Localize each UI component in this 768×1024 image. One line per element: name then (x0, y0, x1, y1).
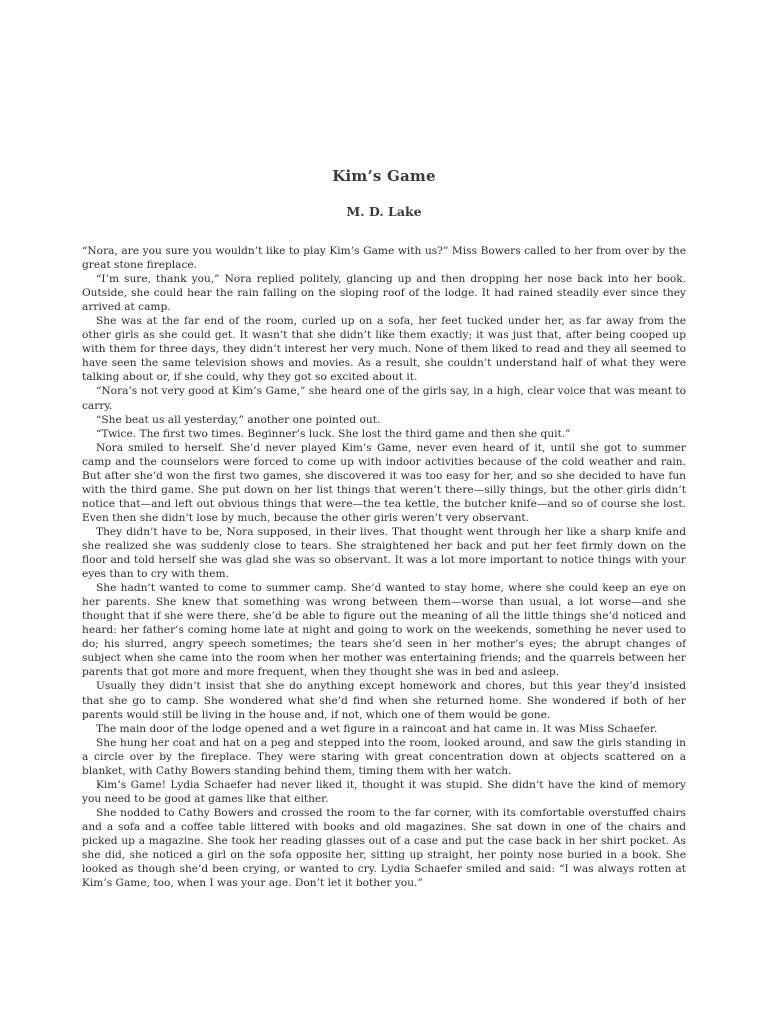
paragraph: Kim’s Game! Lydia Schaefer had never liked it, thought it was stupid. She didn’t have the kind of memory you need to be good at games like that either. (82, 778, 686, 805)
paragraph: She was at the far end of the room, curled up on a sofa, her feet tucked under her, as far away from the other girls as she could get. It wasn’t that she didn’t like them exactly; it was just that, after being cooped up with them for three days, they didn’t interest her very much. None of them liked to read and they all seemed to have seen the same television shows and movies. As a result, she couldn’t understand half of what they were talking about or, if she could, why they got so excited about it. (82, 315, 686, 384)
paragraph: “Nora, are you sure you wouldn’t like to play Kim’s Game with us?” Miss Bowers called to her from over by the great stone fireplace. (82, 245, 686, 272)
paragraph: “Twice. The first two times. Beginner’s luck. She lost the third game and then she quit.” (96, 427, 571, 440)
paragraph: “Nora’s not very good at Kim’s Game,” she heard one of the girls say, in a high, clear voice that was meant to carry. (82, 385, 686, 412)
paragraph: Nora smiled to herself. She’d never played Kim’s Game, never even heard of it, until she got to summer camp and the counselors were forced to come up with indoor activities because of the cold weather and rain. But after she’d won the first two games, she discovered it was too easy for her, and so she decided to have fun with the third game. She put down on her list things that weren’t there—silly things, but the other girls didn’t notice that—and left out obvious things that were—the tea kettle, the butcher knife—and so of course she lost. Even then she didn’t lose by much, because the other girls weren’t very observant. (82, 441, 686, 524)
paragraph: “I’m sure, thank you,” Nora replied politely, glancing up and then dropping her nose back into her book. Outside, she could hear the rain falling on the sloping roof of the lodge. It had rained steadily ever since they arrived at camp. (82, 273, 686, 314)
paragraph: They didn’t have to be, Nora supposed, in their lives. That thought went through her like a sharp knife and she realized she was suddenly close to tears. She straightened her back and put her feet firmly down on the floor and told herself she was glad she was so observant. It was a lot more important to notice things with your eyes than to cry with them. (82, 525, 686, 581)
paragraph: She hadn’t wanted to come to summer camp. She’d wanted to stay home, where she could keep an eye on her parents. She knew that something was wrong between them—worse than usual, a lot worse—and she thought that if she were there, she’d be able to figure out the meaning of all the little things she’d noticed and heard: her father’s coming home late at night and going to work on the weekends, something he never used to do; his slurred, angry speech sometimes; the tears she’d seen in her mother’s eyes; the abrupt changes of subject when she came into the room when her mother was entertaining friends; and the quarrels between her parents that got more and more frequent, when they thought she was in bed and asleep. (82, 582, 686, 679)
story-body (82, 244, 686, 890)
story-author: M. D. Lake (346, 204, 422, 219)
paragraph: The main door of the lodge opened and a wet figure in a raincoat and hat came in. It was Miss Schaefer. (96, 722, 658, 735)
paragraph: “She beat us all yesterday,” another one pointed out. (96, 413, 381, 426)
paragraph: Usually they didn’t insist that she do anything except homework and chores, but this year they’d insisted that she go to camp. She wondered what she’d find when she returned home. She wondered if both of her parents would still be living in the house and, if not, which one of them would be gone. (82, 680, 686, 721)
paragraph: She nodded to Cathy Bowers and crossed the room to the far corner, with its comfortable overstuffed chairs and a sofa and a coffee table littered with books and old magazines. She sat down in one of the chairs and picked up a magazine. She took her reading glasses out of a case and put the case back in her shirt pocket. As she did, she noticed a girl on the sofa opposite her, sitting up straight, her pointy nose buried in a book. She looked as though she’d been crying, or wanted to cry. Lydia Schaefer smiled and said: “I was always rotten at Kim’s Game, too, when I was your age. Don’t let it bother you.” (82, 806, 686, 890)
story-title: Kim’s Game (332, 167, 436, 185)
paragraph: She hung her coat and hat on a peg and stepped into the room, looked around, and saw the girls standing in a circle over by the fireplace. They were staring with great concentration down at objects scattered on a blanket, with Cathy Bowers standing behind them, timing them with her watch. (82, 736, 686, 777)
